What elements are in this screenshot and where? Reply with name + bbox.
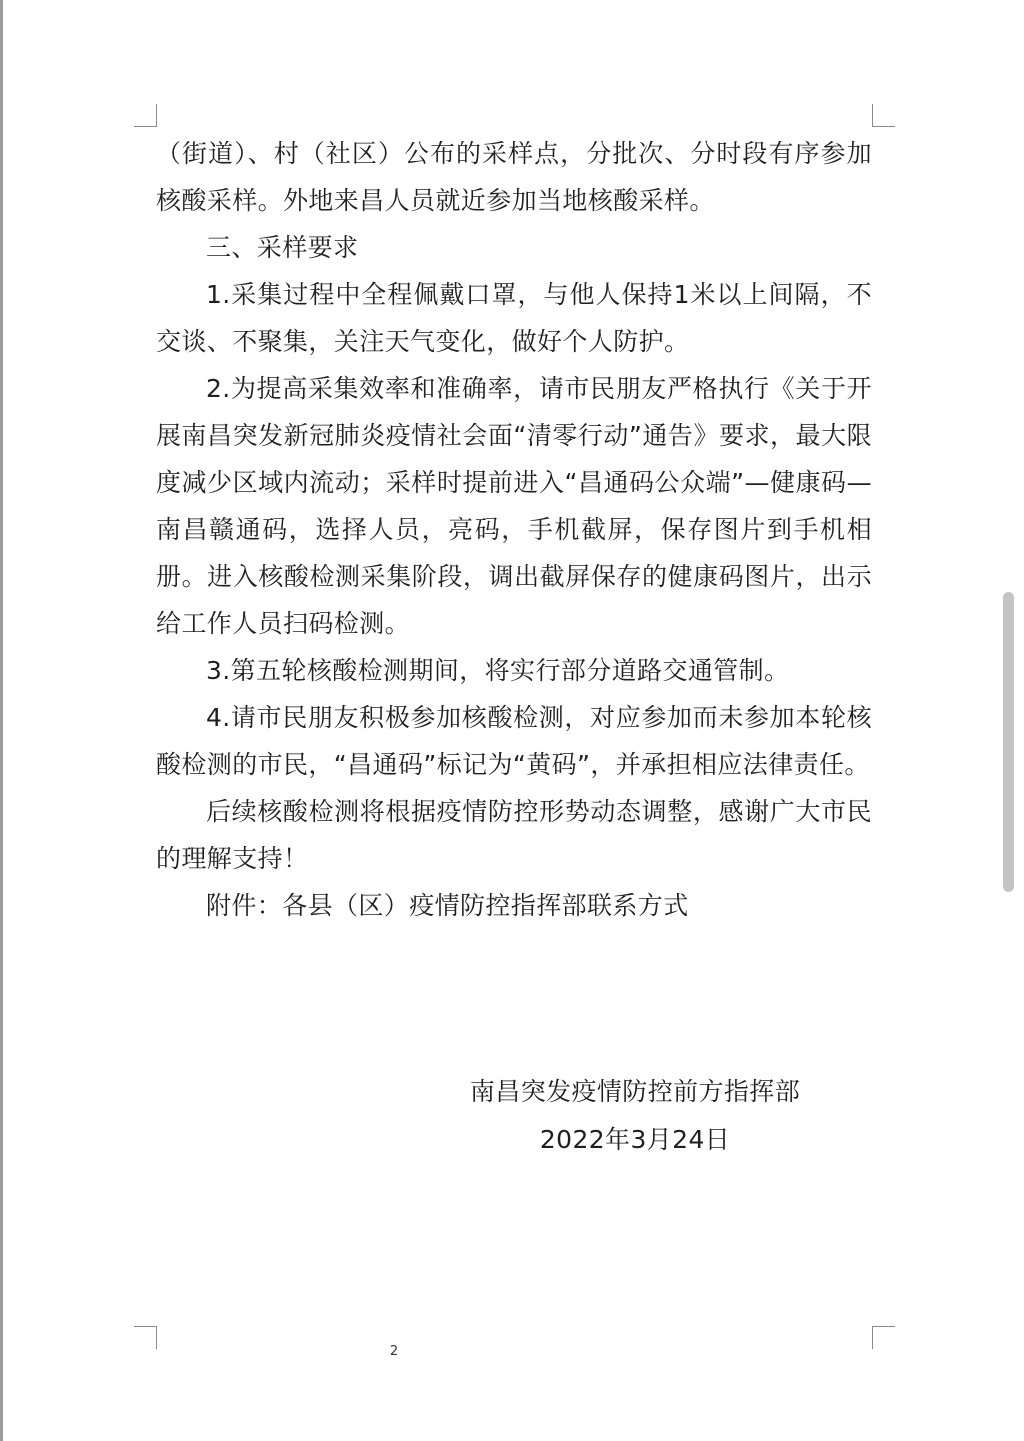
paragraph-closing: 后续核酸检测将根据疫情防控形势动态调整，感谢广大市民的理解支持！ <box>156 797 872 873</box>
paragraph-requirement-3: 3.第五轮核酸检测期间，将实行部分道路交通管制。 <box>206 656 790 685</box>
section-heading-sampling-requirements: 三、采样要求 <box>206 233 359 262</box>
paragraph-requirement-1: 1.采集过程中全程佩戴口罩，与他人保持1米以上间隔，不交谈、不聚集，关注天气变化，做好个人防护。 <box>156 280 872 356</box>
paragraph-attachment: 附件：各县（区）疫情防控指挥部联系方式 <box>206 891 689 920</box>
issue-date: 2022年3月24日 <box>539 1125 731 1154</box>
issuing-organization: 南昌突发疫情防控前方指挥部 <box>469 1077 801 1106</box>
paragraph-requirement-4: 4.请市民朋友积极参加核酸检测，对应参加而未参加本轮核酸检测的市民，“昌通码”标记为“黄码”，并承担相应法律责任。 <box>156 703 872 779</box>
crop-mark-top-left <box>134 104 157 127</box>
page-left-edge <box>0 0 3 1441</box>
document-body <box>156 130 872 929</box>
crop-mark-top-right <box>872 104 895 127</box>
page-number: 2 <box>389 1344 399 1359</box>
vertical-scrollbar[interactable] <box>1003 592 1014 892</box>
signature-block <box>440 1068 830 1164</box>
paragraph-sampling-points: （街道）、村（社区）公布的采样点，分批次、分时段有序参加核酸采样。外地来昌人员就近参加当地核酸采样。 <box>156 139 872 215</box>
crop-mark-bottom-right <box>872 1326 895 1349</box>
paragraph-requirement-2: 2.为提高采集效率和准确率，请市民朋友严格执行《关于开展南昌突发新冠肺炎疫情社会面“清零行动”通告》要求，最大限度减少区域内流动；采样时提前进入“昌通码公众端”—健康码—南昌赣通码，选择人员，亮码，手机截屏，保存图片到手机相册。进入核酸检测采集阶段，调出截屏保存的健康码图片，出示给工作人员扫码检测。 <box>156 374 872 638</box>
crop-mark-bottom-left <box>134 1326 157 1349</box>
